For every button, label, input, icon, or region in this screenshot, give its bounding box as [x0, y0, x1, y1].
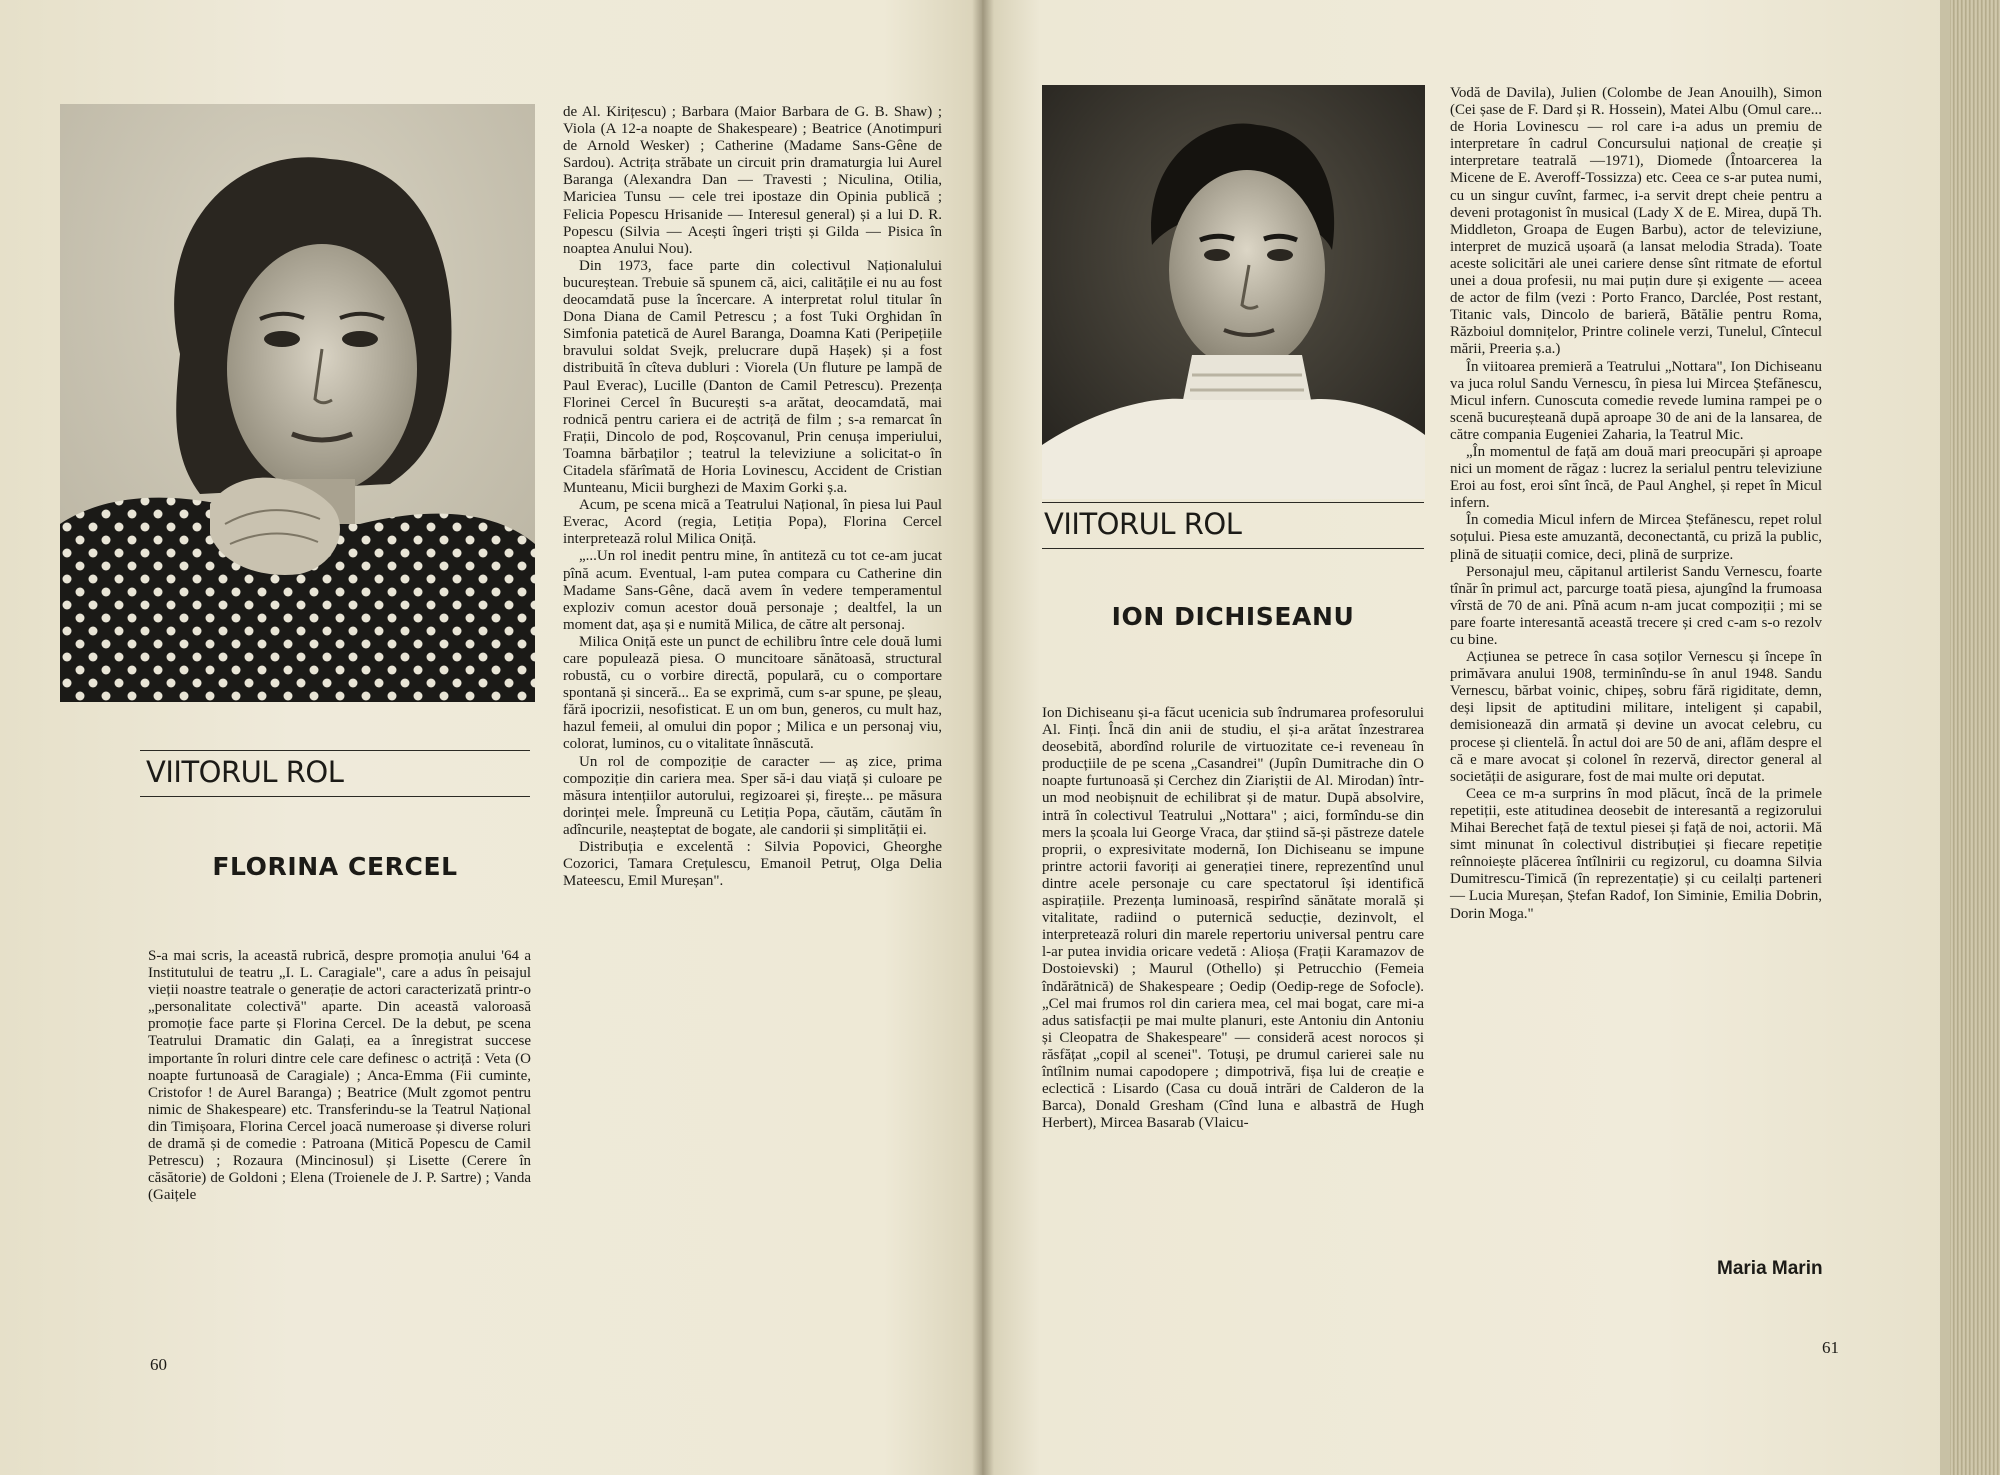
paragraph: Acțiunea se petrece în casa soților Vernescu și începe în primăvara anului 1908, terminîndu-se în anul 1948. Sandu Vernescu, bărbat voinic, chipeș, sobru fără rigiditate, demn, deși lipsit de aptitudini militare, inteligent și capabil, demisionează din armată și devine un avocat celebru, cu procese și clientelă. În actul doi are 50 de ani, aflăm despre el că e mare avocat și colonel în rezervă, director general al societății de asigurare, fost de mai multe ori deputat.	[1450, 649, 1822, 785]
paragraph: Acum, pe scena mică a Teatrului Național, în piesa lui Paul Everac, Acord (regia, Letiția Popa), Florina Cercel interpretează rolul Milica Oniță.	[563, 497, 942, 548]
paragraph: Din 1973, face parte din colectivul Naționalului bucureștean. Trebuie să spunem că, aici, calitățile ei nu au fost deocamdată puse la încercare. A interpretat rolul titular în Dona Diana de Camil Petrescu ; a fost Tuki Orghidan în Simfonia patetică de Aurel Baranga, Doamna Kati (Peripețiile bravului soldat Svejk, prelucrare după Hașek) și a fost distribuită în cîteva dubluri : Viorela (Un fluture pe lampă de Paul Everac), Lucille (Danton de Camil Petrescu). Prezența Florinei Cercel în București s-a arătat, deocamdată, mai rodnică pentru cariera ei de actriță de film ; s-a remarcat în Frații, Dincolo de pod, Roșcovanul, Prin cenușa imperiului, Toamna bărbaților ; teatrul la televiziune a solicitat-o în Citadela sfărîmată de Horia Lovinescu, Accident de Cristian Munteanu, Micii burghezi de Maxim Gorki ș.a.	[563, 257, 942, 497]
left-column-2	[563, 104, 942, 890]
section-label: VIITORUL ROL	[1044, 507, 1242, 541]
heading-rule-top	[1042, 502, 1424, 503]
book-edge	[1950, 0, 2000, 1475]
paragraph: „...Un rol inedit pentru mine, în antiteză cu tot ce-am jucat pînă acum. Eventual, l-am putea compara cu Catherine din Madame Sans-Gêne, dacă avem în vedere temperamentul exploziv comun acestor două personaje ; dealtfel, la un moment dat, așa și e numită Milica, de către alt personaj.	[563, 548, 942, 633]
paragraph: de Al. Kirițescu) ; Barbara (Maior Barbara de G. B. Shaw) ; Viola (A 12-a noapte de Shakespeare) ; Beatrice (Anotimpuri de Arnold Wesker) ; Catherine (Madame Sans-Gêne de Sardou). Actrița străbate un circuit prin dramaturgia lui Aurel Baranga (Alexandra Dan — Travesti ; Niculina, Otilia, Mariciea Tunsu — cele trei ipostaze din Opinia publică ; Felicia Popescu Hrisanide — Interesul general) și a lui D. R. Popescu (Silvia — Acești îngeri triști și Gilda — Pisica în noaptea Anului Nou).	[563, 104, 942, 257]
paragraph: Ion Dichiseanu și-a făcut ucenicia sub îndrumarea profesorului Al. Finți. Încă din anii de studiu, el și-a arătat înzestrarea deosebită, abordînd rolurile de virtuozitate ce-i reveneau în producțiile de pe scena „Casandrei" (Jupîn Dumitrache din O noapte furtunoasă și Cerchez din Ziariștii de Al. Mirodan) într-un mod neobișnuit de echilibrat și de matur. După absolvire, intră în colectivul Teatrului „Nottara" ; aici, formîndu-se din mers la școala lui George Vraca, dar știind să-și păstreze datele proprii, o expresivitate modernă, Ion Dichiseanu se impune printre actorii favoriți ai generației tinere, reprezentînd unul dintre acele personaje cu care spectatorul își identifică aspirațiile. Prezența luminoasă, respirînd sănătate morală și vitalitate, radiind o puternică seducție, dezinvolt, el interpretează roluri din marele repertoriu universal pentru care l-ar putea invidia oricare vedetă : Alioșa (Frații Karamazov de Dostoievski) ; Maurul (Othello) și Petrucchio (Femeia îndărătnică) de Shakespeare ; Oedip (Oedip-rege de Sofocle). „Cel mai frumos rol din cariera mea, cel mai bogat, care mi-a adus satisfacții pe mai multe planuri, este Antoniu din Antoniu și Cleopatra de Shakespeare" — consideră acest norocos și răsfățat „copil al scenei". Totuși, pe drumul carierei sale nu întîlnim numai capodopere ; dimpotrivă, fișa lui de creație e eclectică : Lisardo (Casa cu două intrări de Calderon de la Barca), Donald Gresham (Cînd luna e albastră de Hugh Herbert), Mircea Basarab (Vlaicu-	[1042, 705, 1424, 1132]
paragraph: Un rol de compoziție de caracter — aș zice, prima compoziție din cariera mea. Sper să-i dau viață și culoare pe măsura intențiilor autorului, regizoarei și, firește... pe măsura dorinței mele. Împreună cu Letiția Popa, căutăm, căutăm în adîncurile, neașteptat de bogate, ale candorii și simplității ei.	[563, 753, 942, 838]
subject-name-heading: ION DICHISEANU	[1111, 602, 1355, 631]
right-column-1	[1042, 705, 1424, 1132]
paragraph: Ceea ce m-a surprins în mod plăcut, încă de la primele repetiții, este atitudinea deosebit de interesantă a regizorului Mihai Berechet față de textul piesei și față de noi, actorii. Mă simt minunat în colectivul distribuției și fiecare repetiție reînnoiește plăcerea întîlnirii cu regizorul, cu doamna Silvia Dumitrescu-Timică (în reprezentație) și cu ceilalți parteneri — Lucia Mureșan, Ștefan Radof, Ion Siminie, Emilia Dobrin, Dorin Moga."	[1450, 785, 1822, 922]
paragraph: În viitoarea premieră a Teatrului „Nottara", Ion Dichiseanu va juca rolul Sandu Vernescu, în piesa lui Mircea Ștefănescu, Micul infern. Cunoscuta comedie revede lumina rampei pe o scenă bucureșteană după aproape 30 de ani de la lansarea, de către compania Eugeniei Zaharia, la Teatrul Mic.	[1450, 358, 1822, 443]
heading-rule-bottom	[1042, 548, 1424, 549]
paragraph: Distribuția e excelentă : Silvia Popovici, Gheorghe Cozorici, Tamara Crețulescu, Emanoil Petruț, Olga Delia Mateescu, Emil Mureșan".	[563, 839, 942, 890]
portrait-photo-ion-dichiseanu	[1042, 85, 1425, 499]
binding-gutter	[972, 0, 994, 1475]
left-column-1	[148, 948, 531, 1204]
heading-rule-top	[140, 750, 530, 751]
paragraph: În comedia Micul infern de Mircea Ștefănescu, repet rolul soțului. Piesa este amuzantă, deconectantă, cu priză la public, plină de situații comice, deci, plină de surprize.	[1450, 512, 1822, 563]
page-number: 60	[150, 1355, 167, 1374]
right-page	[982, 0, 1950, 1475]
paragraph: „În momentul de față am două mari preocupări și aproape nici un moment de răgaz : lucrez la serialul pentru televiziune Eroi au fost, eroi sînt încă, de Paul Anghel, și repet în Micul infern.	[1450, 443, 1822, 512]
right-column-2	[1450, 85, 1822, 923]
paragraph: Personajul meu, căpitanul artilerist Sandu Vernescu, foarte tînăr în primul act, parcurge toată piesa, ajungînd la frumoasa vîrstă de 70 de ani. Pînă acum n-am jucat compoziții ; mi se pare foarte interesantă această trecere și cred c-am s-o rezolv cu bine.	[1450, 563, 1822, 648]
section-label: VIITORUL ROL	[146, 755, 344, 789]
paragraph: Milica Oniță este un punct de echilibru între cele două lumi care populează piesa. O muncitoare sănătoasă, structural robustă, cu o vorbire directă, populară, cu o comportare spontană și sinceră... Ea se exprimă, cum s-ar spune, pe șleau, fără ipocrizii, nesofisticat. E un om bun, generos, cu mult haz, hazul femeii, al omului din popor ; Milica e un personaj viu, colorat, luminos, cu o vitalitate înnăscută.	[563, 633, 942, 753]
subject-name-heading: FLORINA CERCEL	[212, 852, 458, 881]
paragraph: Vodă de Davila), Julien (Colombe de Jean Anouilh), Simon (Cei șase de F. Dard și R. Hossein), Matei Albu (Omul care... de Horia Lovinescu — rol care i-a adus un premiu de interpretare în cadrul Concursului național de creație și interpretare teatrală —1971), Diomede (Întoarcerea la Micene de E. Averoff-Tossizza) etc. Ceea ce s-ar putea numi, cu un singur cuvînt, farmec, i-a servit drept cheie pentru a deveni protagonist în musical (Lady X de E. Mirea, după Th. Middleton, Groapa de Eugen Barbu), actor de televiziune, interpret de muzică ușoară (a lansat melodia Strada). Toate aceste solicitări ale unei cariere dense sînt ritmate de efortul unei a doua profesii, nu mai puțin dure și exigente — aceea de actor de film (vezi : Porto Franco, Darclée, Post restant, Titanic vals, Dincolo de barieră, Bătălie pentru Roma, Războiul domnițelor, Printre colinele verzi, Tunelul, Cîntecul mării, Preeria ș.a.)	[1450, 85, 1822, 358]
heading-rule-bottom	[140, 796, 530, 797]
author-signature: Maria Marin	[1717, 1258, 1823, 1279]
paragraph: S-a mai scris, la această rubrică, despre promoția anului '64 a Institutului de teatru „I. L. Caragiale", care a adus în peisajul vieții noastre teatrale o generație de actori caracterizată printr-o „personalitate colectivă" aparte. Din această valoroasă promoție face parte și Florina Cercel. De la debut, pe scena Teatrului Dramatic din Galați, ea a înregistrat succese importante în roluri dintre cele care definesc o actriță : Veta (O noapte furtunoasă de Caragiale) ; Anca-Emma (Fii cuminte, Cristofor ! de Aurel Baranga) ; Beatrice (Mult zgomot pentru nimic de Shakespeare) etc. Transferindu-se la Teatrul Național din Timișoara, Florina Cercel joacă numeroase și diverse roluri de dramă și de comedie : Patroana (Mitică Popescu de Camil Petrescu) ; Rozaura (Mincinosul) și Lisette (Cerere în căsătorie) de Goldoni ; Elena (Troienele de J. P. Sartre) ; Vanda (Gaițele	[148, 948, 531, 1204]
portrait-photo-florina-cercel	[60, 104, 535, 702]
page-number: 61	[1822, 1338, 1839, 1357]
left-page	[0, 0, 982, 1475]
